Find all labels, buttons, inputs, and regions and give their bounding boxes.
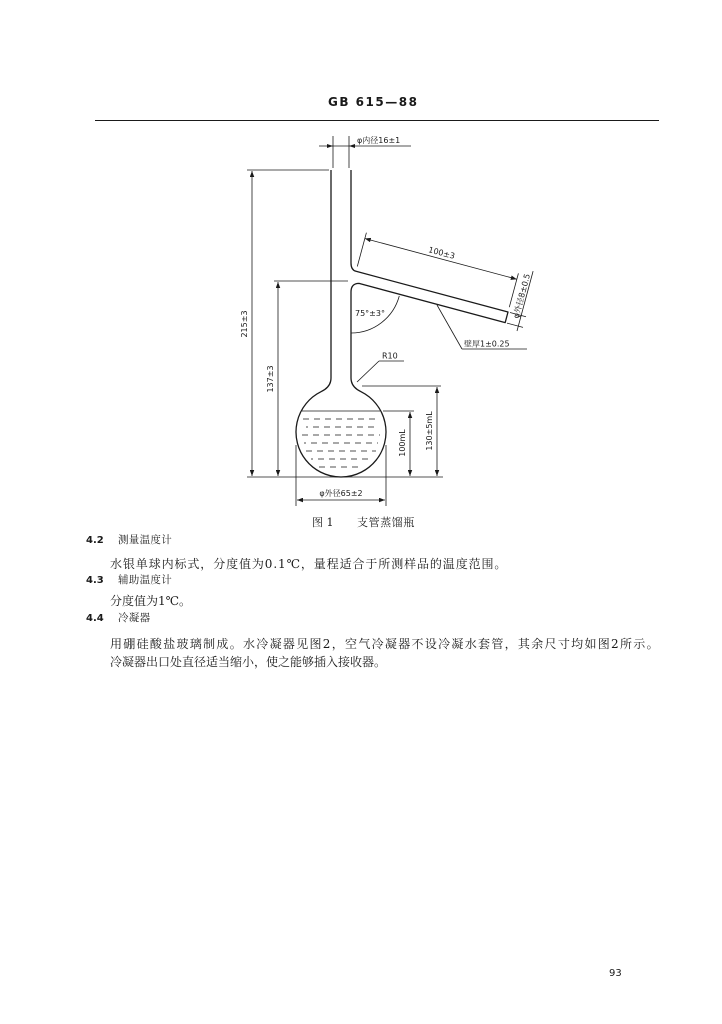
extension-line	[357, 233, 366, 267]
wall-thickness-label: 壁厚1±0.25	[464, 339, 510, 349]
section-title: 冷凝器	[118, 612, 151, 624]
header-rule	[95, 120, 659, 121]
arm-outer-diameter-label: φ外径8±0.5	[511, 272, 533, 320]
neck-inner-diameter-label: φ内径16±1	[357, 136, 401, 145]
liquid-volume-label: 100mL	[398, 429, 407, 457]
arm-length-label: 100±3	[427, 245, 456, 261]
section-title: 辅助温度计	[118, 574, 172, 586]
section-body-line: 冷凝器出口处直径适当缩小，使之能够插入接收器。	[110, 655, 387, 669]
arm-angle-label: 75°±3°	[355, 309, 385, 318]
section-body-line: 分度值为1℃。	[110, 594, 192, 608]
figure-caption-title: 支管蒸馏瓶	[357, 516, 415, 529]
dimension-total-height	[240, 170, 329, 476]
dimension-bulb-outer-diameter	[296, 445, 386, 506]
distillation-flask-drawing	[230, 128, 540, 513]
total-height-label: 215±3	[240, 310, 249, 338]
liquid-hatching	[302, 419, 380, 467]
section-number: 4.4	[86, 613, 104, 624]
section-title: 测量温度计	[118, 534, 172, 546]
bulb-volume-label: 130±5mL	[425, 411, 434, 451]
dimension-liquid-volume	[383, 411, 414, 476]
document-code-header: GB 615—88	[328, 95, 419, 109]
section-body-line: 用硼硅酸盐玻璃制成。水冷凝器见图2，空气冷凝器不设冷凝水套管，其余尺寸均如图2所示。	[110, 637, 660, 651]
section-number: 4.2	[86, 535, 104, 546]
bulb-outer-diameter-label: φ外径65±2	[319, 489, 363, 498]
arrowhead	[327, 144, 333, 148]
leader-line	[357, 361, 379, 382]
section-body-line: 水银单球内标式，分度值为0.1℃，量程适合于所测样品的温度范围。	[110, 557, 508, 571]
dimension-line	[365, 239, 517, 280]
extension-line	[507, 323, 523, 327]
arm-height-label: 137±3	[266, 365, 275, 393]
arrowhead	[349, 144, 355, 148]
dimension-neck-inner-diameter	[319, 135, 411, 168]
dimension-arm-height	[266, 281, 348, 476]
dimension-arm-angle	[351, 296, 399, 333]
fillet-radius-label: R10	[382, 351, 398, 361]
leader-line	[437, 305, 462, 349]
dimension-arm-length	[357, 233, 518, 308]
fillet-radius-callout	[357, 352, 404, 383]
figure-caption-number: 图 1	[312, 516, 334, 529]
page-number: 93	[609, 968, 622, 979]
section-number: 4.3	[86, 575, 104, 586]
